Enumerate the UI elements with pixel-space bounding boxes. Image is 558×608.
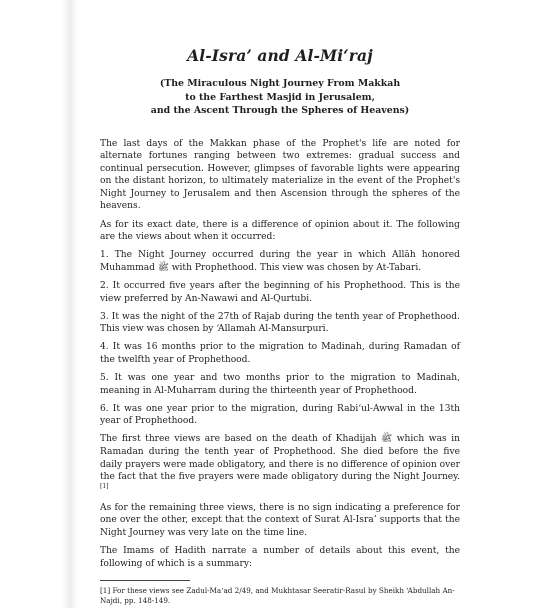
- subtitle-line: and the Ascent Through the Spheres of Heavens): [150, 105, 410, 116]
- body-paragraph: [100, 433, 460, 496]
- view-item: 6. It was one year prior to the migration, during Rabi‘ul-Awwal in the 13th year of Prophethood.: [100, 403, 460, 427]
- book-page: [100, 46, 460, 605]
- view-item: 4. It was 16 months prior to the migration to Madinah, during Ramadan of the twelfth year of Prophethood.: [100, 342, 460, 365]
- body-paragraph: The Imams of Hadith narrate a number of details about this event, the following of which is a summary:: [100, 546, 460, 569]
- view-item: 1. The Night Journey occurred during the year in which Allāh honored Muhammad ﷺ with Prophethood. This view was chosen by At-Tabari.: [100, 250, 460, 273]
- body-paragraph: As for its exact date, there is a difference of opinion about it. The following are the views about when it occurred:: [100, 219, 460, 243]
- view-item: 2. It occurred five years after the beginning of his Prophethood. This is the view preferred by An-Nawawi and Al-Qurtubi.: [100, 280, 460, 304]
- footnote-reference[interactable]: [1]: [100, 482, 109, 490]
- footnote-divider: [100, 580, 190, 581]
- body-paragraph: The last days of the Makkan phase of the Prophet's life are noted for alternate fortunes ranging between two extremes: gradual success and continual persecution. However, glimpses of favorable lights were appearing on the distant horizon, to ultimately materialize in the event of the Prophet's Night Journey to Jerusalem and then Ascension through the spheres of the heavens.: [100, 138, 460, 212]
- view-item: 3. It was the night of the 27th of Rajab during the tenth year of Prophethood. This view was chosen by ‘Allamah Al-Mansurpuri.: [100, 311, 460, 335]
- chapter-title: Al-Isra’ and Al-Mi‘raj: [187, 46, 373, 65]
- subtitle-line: to the Farthest Masjid in Jerusalem,: [185, 91, 375, 103]
- view-item: 5. It was one year and two months prior to the migration to Madinah, meaning in Al-Muharram during the thirteenth year of Prophethood.: [100, 373, 460, 396]
- scan-gutter-shadow: [62, 0, 78, 608]
- paragraph-text: The first three views are based on the death of Khadijah ﷺ which was in Ramadan during the tenth year of Prophethood. She died before the five daily prayers were made obligatory, and there is no difference of opinion over the fact that the five prayers were made obligatory during the Night Journey.: [100, 434, 460, 483]
- subtitle-line: (The Miraculous Night Journey From Makkah: [159, 78, 401, 89]
- footnote: [1] For these views see Zadul-Ma‘ad 2/49, and Mukhtasar Seeratir-Rasul by Sheikh ‘Abdullah An-Najdi, pp. 148-149.: [100, 586, 455, 605]
- chapter-subtitle: [100, 77, 460, 118]
- body-paragraph: As for the remaining three views, there is no sign indicating a preference for one over the other, except that the context of Surat Al-Isra’ supports that the Night Journey was very late on the time line.: [100, 502, 460, 539]
